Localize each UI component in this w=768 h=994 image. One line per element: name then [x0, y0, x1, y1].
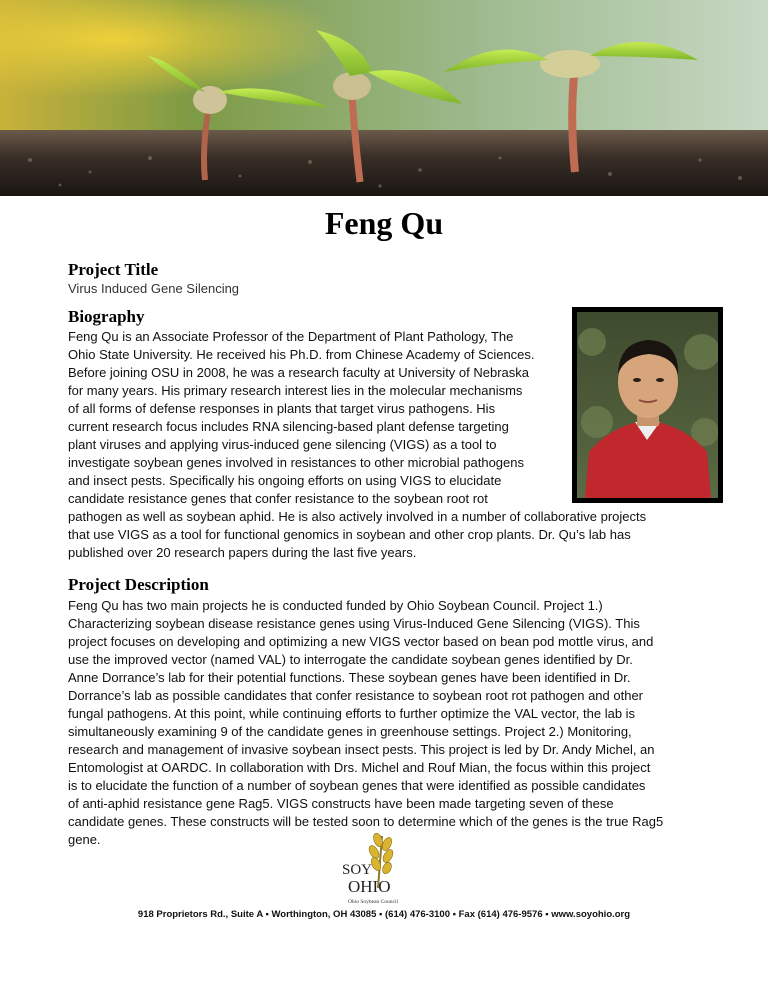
description-line: project focuses on developing and optimizing a new VIGS vector based on bean pod mottle virus, and: [68, 634, 654, 649]
description-line: simultaneously examining 9 of the candidate genes in greenhouse settings. Project 2.) Monitoring,: [68, 724, 632, 739]
logo-tagline: Ohio Soybean Council: [347, 899, 399, 905]
portrait-photo: [572, 307, 723, 503]
description-line: Entomologist at OARDC. In collaboration with Drs. Michel and Rouf Mian, the focus within this project: [68, 760, 651, 775]
biography-line: pathogen as well as soybean aphid. He is also actively involved in a number of collaborative projects: [68, 509, 647, 524]
biography-line: Ohio State University. He received his Ph.D. from Chinese Academy of Sciences.: [68, 347, 535, 362]
project-title-heading: Project Title: [68, 260, 159, 279]
project-description-heading: Project Description: [68, 575, 209, 594]
biography-line: Feng Qu is an Associate Professor of the Department of Plant Pathology, The: [68, 329, 514, 344]
biography-line: and insect pests. Specifically his ongoing efforts on using VIGS to elucidate: [68, 473, 502, 488]
description-line: fungal pathogens. At this point, while continuing efforts to further optimize the VAL vector, the lab is: [68, 706, 636, 721]
soy-ohio-logo: [338, 832, 408, 906]
biography-line: Before joining OSU in 2008, he was a research faculty at University of Nebraska: [68, 365, 530, 380]
description-line: gene.: [68, 832, 101, 847]
footer-contact: 918 Proprietors Rd., Suite A ▪ Worthington, OH 43085 ▪ (614) 476-3100 ▪ Fax (614) 476-9576 ▪ www.soyohio.org: [137, 909, 631, 920]
biography-line: that use VIGS as a tool for functional genomics in soybean and other crop plants. Dr. Qu’s lab has: [68, 527, 631, 542]
biography-line: of all forms of defense responses in plants that target virus pathogens. His: [68, 401, 496, 416]
description-line: research and management of invasive soybean insect pests. This project is led by Dr. Andy Michel, an: [68, 742, 655, 757]
biography-line: for many years. His primary research interest lies in the molecular mechanisms: [68, 383, 523, 398]
biography-line: candidate resistance genes that confer resistance to the soybean root rot: [68, 491, 488, 506]
biography-heading: Biography: [68, 307, 145, 326]
biography-line: published over 20 research papers during the last five years.: [68, 545, 417, 560]
logo-ohio-text: OHIO: [348, 877, 391, 896]
description-line: Dorrance’s lab as possible candidates that confer resistance to soybean root rot pathogen and other: [68, 688, 644, 703]
logo-soy-text: SOY: [342, 862, 373, 878]
description-line: Anne Dorrance’s lab for their potential functions. These soybean genes have been identified in Dr.: [68, 670, 631, 685]
header-banner-image: [0, 0, 768, 196]
person-name-title: Feng Qu: [324, 205, 444, 241]
project-title-value: Virus Induced Gene Silencing: [68, 281, 240, 296]
description-line: candidate genes. These constructs will be tested soon to determine which of the genes is the true Rag5: [68, 814, 664, 829]
project-description-text: [68, 597, 663, 849]
biography-line: investigate soybean genes involved in resistances to other microbial pathogens: [68, 455, 524, 470]
description-line: of anti-aphid resistance gene Rag5. VIGS constructs have been made targeting seven of these: [68, 796, 614, 811]
description-line: Characterizing soybean disease resistance genes using Virus-Induced Gene Silencing (VIGS). This: [68, 616, 640, 631]
biography-line: current research focus includes RNA silencing-based plant defense targeting: [68, 419, 509, 434]
description-line: use the improved vector (named VAL) to interrogate the candidate soybean genes identified by Dr.: [68, 652, 633, 667]
description-line: Feng Qu has two main projects he is conducted funded by Ohio Soybean Council. Project 1.): [68, 598, 603, 613]
biography-line: plant viruses and applying virus-induced gene silencing (VIGS) as a tool to: [68, 437, 497, 452]
description-line: is to elucidate the function of a number of soybean genes that were identified as possible candidates: [68, 778, 646, 793]
biography-text: [68, 328, 646, 562]
